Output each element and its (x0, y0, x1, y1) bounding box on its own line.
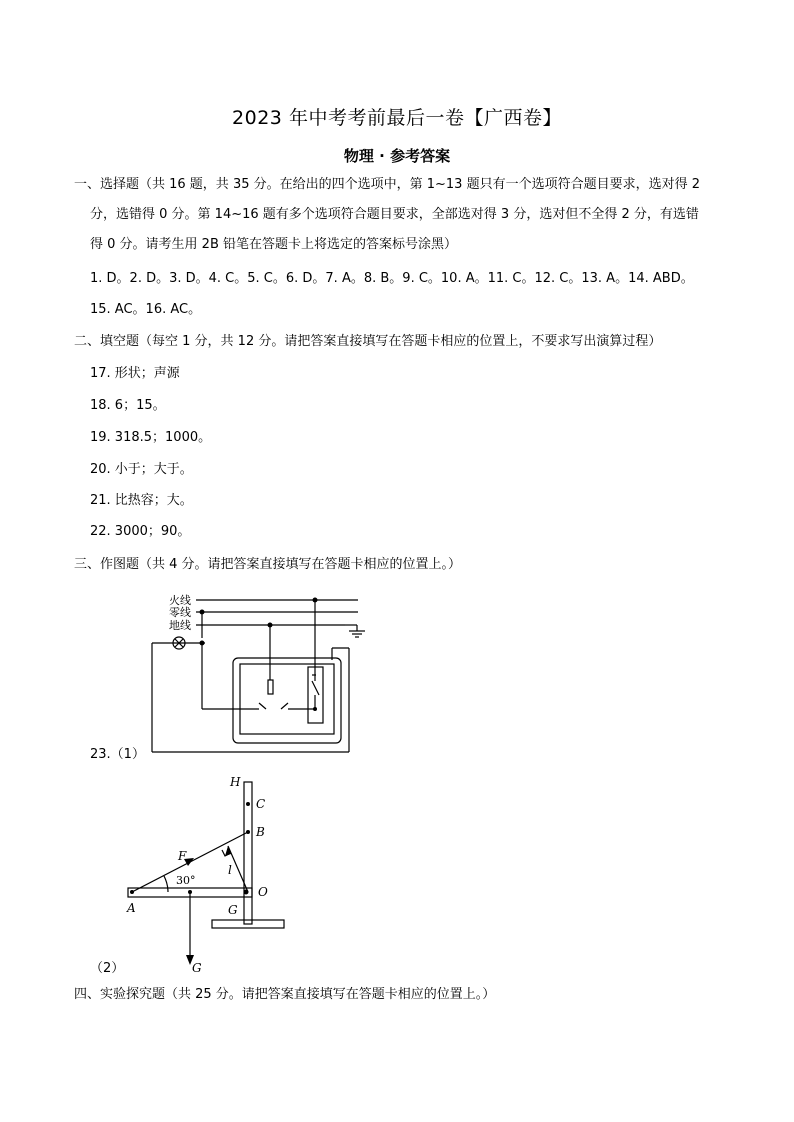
point-c-label: C (256, 797, 266, 811)
arm-l-label: l (228, 863, 232, 877)
point-h-label: H (230, 775, 241, 789)
question-23-part2-label: （2） (90, 961, 125, 976)
section4-heading: 四、实验探究题（共 25 分。请把答案直接填写在答题卡相应的位置上。） (74, 987, 496, 1002)
page-subtitle: 物理 · 参考答案 (343, 147, 451, 165)
live-wire-label: 火线 (169, 594, 191, 607)
answer-19: 19. 318.5；1000。 (90, 430, 212, 445)
lever-force-diagram (120, 770, 300, 975)
household-circuit-diagram (145, 585, 380, 760)
section3-heading: 三、作图题（共 4 分。请把答案直接填写在答题卡相应的位置上。） (74, 557, 462, 572)
point-o-label: O (258, 885, 268, 899)
gravity-g-label: G (192, 961, 202, 975)
point-a-label: A (127, 901, 136, 915)
neutral-wire-label: 零线 (169, 606, 191, 619)
force-f-label: F (178, 849, 187, 863)
answer-18: 18. 6；15。 (90, 398, 166, 413)
point-b-label: B (256, 825, 265, 839)
section1-heading-line1: 一、选择题（共 16 题，共 35 分。在给出的四个选项中，第 1~13 题只有一个选项符合题目要求，选对得 2 (74, 177, 700, 192)
section1-answers-line2: 15. AC。16. AC。 (90, 302, 202, 317)
answer-20: 20. 小于；大于。 (90, 462, 193, 477)
ground-wire-label: 地线 (169, 619, 191, 632)
answer-17: 17. 形状；声源 (90, 366, 180, 381)
angle-label: 30° (176, 874, 196, 887)
page-title: 2023 年中考考前最后一卷【广西卷】 (232, 107, 562, 129)
section1-heading-line2: 分，选错得 0 分。第 14~16 题有多个选项符合题目要求，全部选对得 3 分，选对但不全得 2 分，有选错 (90, 207, 699, 222)
base-g-label: G (228, 903, 238, 917)
section2-heading: 二、填空题（每空 1 分，共 12 分。请把答案直接填写在答题卡相应的位置上，不要求写出演算过程） (74, 334, 662, 349)
answer-21: 21. 比热容；大。 (90, 493, 193, 508)
section1-heading-line3: 得 0 分。请考生用 2B 铅笔在答题卡上将选定的答案标号涂黑） (90, 237, 457, 252)
section1-answers-line1: 1. D。2. D。3. D。4. C。5. C。6. D。7. A。8. B。9. C。10. A。11. C。12. C。13. A。14. ABD。 (90, 271, 694, 286)
question-23-part1-label: 23.（1） (90, 747, 145, 762)
answer-22: 22. 3000；90。 (90, 524, 191, 539)
